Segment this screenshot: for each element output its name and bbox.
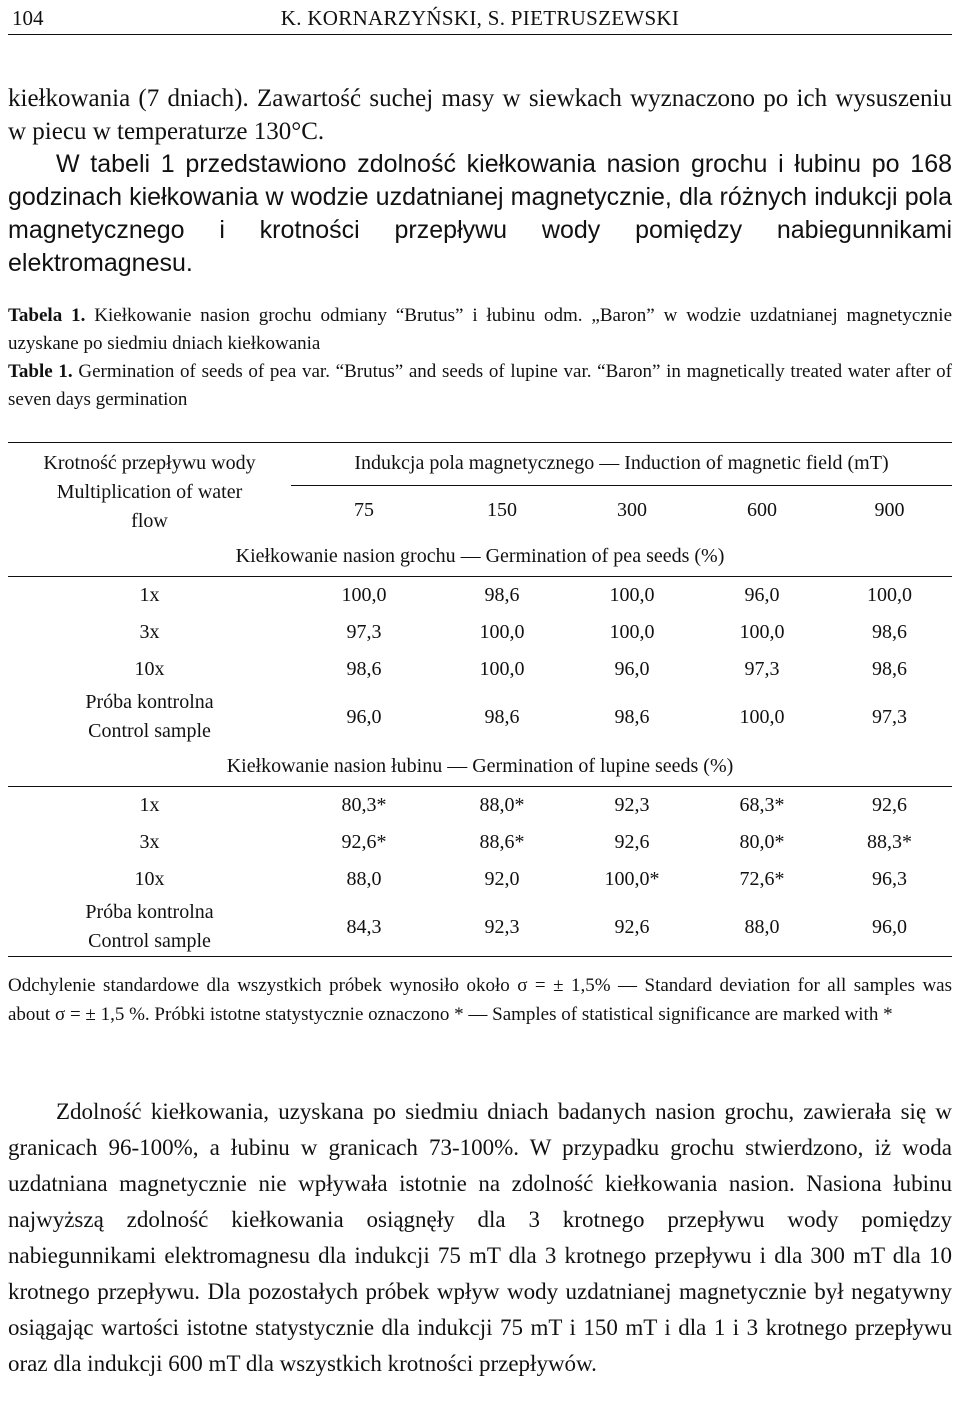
table-cell: 100,0*: [604, 868, 660, 890]
paragraph-intro: kiełkowania (7 dniach). Zawartość suchej masy w siewkach wyznaczono po ich wysuszeniu w piecu w temperaturze 130°C.: [8, 85, 952, 145]
table-cell: 98,6: [484, 584, 520, 606]
table-footnote: Odchylenie standardowe dla wszystkich próbek wynosiło około σ = ± 1,5% — Standard deviation for all samples was about σ = ± 1,5 %. Próbki istotne statystycznie oznaczono * — Samples of statistical significance are marked with *: [8, 975, 952, 1025]
row-label: 3x: [139, 621, 160, 643]
table-row: [8, 861, 952, 898]
induction-value: 300: [617, 499, 647, 522]
table-cell: 72,6*: [739, 868, 785, 890]
table-row: [8, 651, 952, 688]
paragraph-table-description: W tabeli 1 przedstawiono zdolność kiełkowania nasion grochu i łubinu po 168 godzinach kiełkowania w wodzie uzdatnianej magnetycznie, dla różnych indukcji pola magnetycznego i krotności przepływu wody pomiędzy nabiegunnikami elektromagnesu.: [8, 150, 952, 277]
table-cell: 100,0: [609, 584, 655, 606]
table-cell: 84,3: [291, 898, 437, 957]
table-cell: 96,0: [744, 584, 780, 606]
table-cell: 96,3: [872, 868, 907, 890]
table-cell: 92,3: [614, 794, 650, 816]
row-label: 1x: [139, 794, 160, 816]
header-multiplication-line1: Krotność przepływu wody: [43, 452, 256, 474]
row-label: 3x: [139, 831, 160, 853]
table-cell: 80,0*: [739, 831, 785, 853]
row-label: [8, 688, 291, 746]
paragraph-results: Zdolność kiełkowania, uzyskana po siedmiu dniach badanych nasion grochu, zawierała się w granicach 96-100%, a łubinu w granicach 73-100%. W przypadku grochu stwierdzono, iż woda uzdatniana magnetycznie nie wpływała istotnie na zdolność kiełkowania nasion. Nasiona łubinu najwyższą zdolność kiełkowania osiągnęły dla 3 krotnego przepływu wody pomiędzy nabiegunnikami elektromagnesu dla indukcji 75 mT dla 3 krotnego przepływu i dla 300 mT dla 10 krotnego przepływu. Dla pozostałych próbek wpływ wody uzdatnianej magnetycznie był negatywny osiągając wartości istotne statystycznie dla indukcji 75 mT i 150 mT i dla 1 i 3 krotnego przepływu oraz dla indukcji 600 mT dla wszystkich krotności przepływów.: [8, 1099, 952, 1376]
table-cell: 98,6: [614, 705, 650, 728]
table-cell: 100,0: [739, 621, 785, 643]
table-cell: 100,0: [479, 621, 525, 643]
table-cell: 92,6*: [341, 831, 387, 853]
table-cell: 98,6: [872, 658, 907, 680]
table-cell: 88,0: [346, 868, 382, 890]
table-cell: 68,3*: [739, 794, 785, 816]
induction-value: 600: [747, 499, 777, 522]
table-row: [8, 688, 952, 746]
table-cell: 100,0: [739, 705, 785, 728]
table-cell: 88,3*: [867, 831, 912, 853]
row-label: 10x: [134, 658, 165, 680]
table-cell: 100,0: [341, 584, 387, 606]
table-cell: 80,3*: [341, 794, 387, 816]
caption-label-pl: Tabela 1.: [8, 305, 86, 326]
table-cell: 100,0: [479, 658, 525, 680]
table-row: [8, 614, 952, 651]
section-lupine: Kiełkowanie nasion łubinu — Germination of lupine seeds (%): [226, 754, 734, 777]
induction-value: 150: [487, 499, 517, 522]
table-cell: 98,6: [872, 621, 907, 643]
table-row: [8, 824, 952, 861]
header-multiplication: [8, 443, 291, 537]
caption-label-en: Table 1.: [8, 361, 73, 382]
table-cell: 97,3: [744, 658, 780, 680]
row-label: 10x: [134, 868, 165, 890]
row-label-line1: Próba kontrolna: [85, 901, 214, 923]
table-row: [8, 577, 952, 615]
row-label: 1x: [139, 584, 160, 606]
table-cell: 92,6: [872, 794, 907, 816]
table-row: [8, 898, 952, 957]
table-cell: 97,3: [872, 705, 907, 728]
header-induction-text: Indukcja pola magnetycznego — Induction of magnetic field (mT): [354, 452, 889, 475]
running-head-authors: K. KORNARZYŃSKI, S. PIETRUSZEWSKI: [280, 6, 680, 30]
table-cell: 92,6: [614, 831, 650, 853]
induction-value: 75: [354, 499, 374, 522]
table-caption: [8, 302, 952, 414]
table-cell: 98,6: [484, 705, 520, 728]
table-cell: 98,6: [346, 658, 382, 680]
header-multiplication-line2: Multiplication of water: [56, 481, 243, 503]
table-cell: 96,0: [827, 898, 952, 957]
table-cell: 97,3: [346, 621, 382, 643]
header-induction: [291, 443, 952, 486]
table-cell: 92,6: [567, 898, 697, 957]
caption-text-pl: Kiełkowanie nasion grochu odmiany “Brutus” i łubinu odm. „Baron” w wodzie uzdatnianej magnetycznie uzyskane po siedmiu dniach kiełkowania: [8, 305, 953, 354]
table-cell: 92,3: [437, 898, 567, 957]
germination-table: [8, 442, 952, 957]
table-cell: 96,0: [614, 658, 650, 680]
table-cell: 88,6*: [479, 831, 525, 853]
table-cell: 92,0: [484, 868, 520, 890]
table-row: [8, 787, 952, 825]
table-cell: 96,0: [346, 705, 382, 728]
page-header: [8, 4, 952, 35]
row-label-line2: Control sample: [88, 930, 211, 952]
table-cell: 100,0: [609, 621, 655, 643]
header-multiplication-line3: flow: [131, 510, 168, 532]
table-cell: 100,0: [867, 584, 912, 606]
page-number: 104: [12, 6, 44, 30]
induction-value: 900: [874, 499, 905, 522]
row-label-line1: Próba kontrolna: [85, 691, 214, 713]
row-label-line2: Control sample: [88, 720, 211, 742]
table-cell: 88,0*: [479, 794, 525, 816]
section-pea: Kiełkowanie nasion grochu — Germination of pea seeds (%): [235, 544, 725, 567]
row-label: [8, 898, 291, 957]
table-cell: 88,0: [697, 898, 827, 957]
caption-text-en: Germination of seeds of pea var. “Brutus” and seeds of lupine var. “Baron” in magnetically treated water after of seven days germination: [8, 361, 952, 410]
